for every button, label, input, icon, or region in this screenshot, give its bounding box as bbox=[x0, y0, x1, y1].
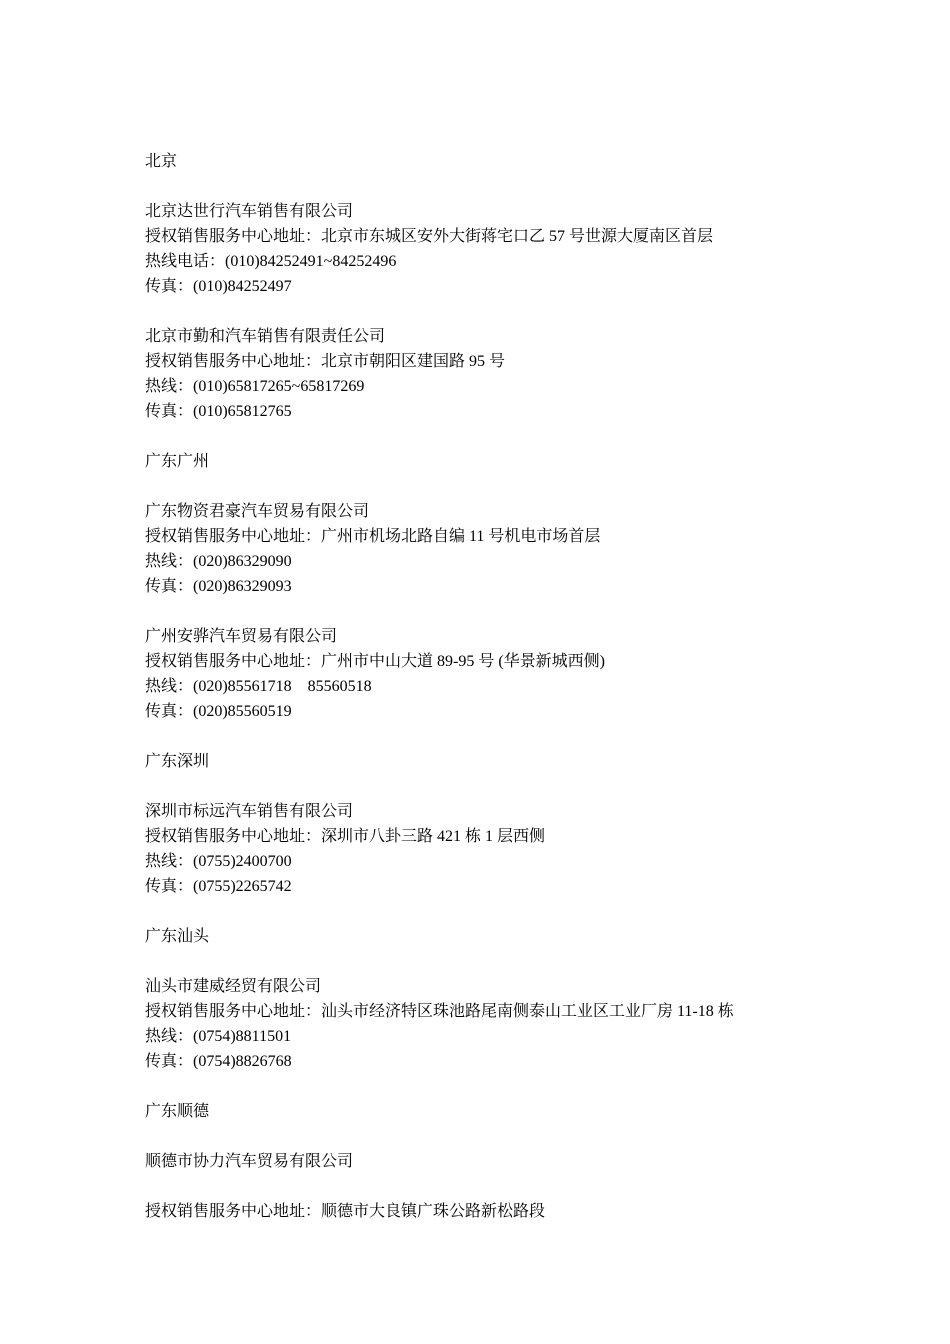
document-body bbox=[145, 149, 905, 1224]
fax: 传真：(0754)8826768 bbox=[145, 1053, 292, 1070]
service-center-address: 授权销售服务中心地址：深圳市八卦三路 421 栋 1 层西侧 bbox=[145, 828, 546, 845]
fax: 传真：(010)84252497 bbox=[145, 278, 292, 295]
blank-line bbox=[145, 724, 905, 749]
service-center-address: 授权销售服务中心地址：北京市东城区安外大街蒋宅口乙 57 号世源大厦南区首层 bbox=[145, 228, 714, 245]
region-heading: 广东深圳 bbox=[145, 753, 210, 770]
fax: 传真：(010)65812765 bbox=[145, 403, 292, 420]
region-heading: 广东广州 bbox=[145, 453, 210, 470]
blank-line bbox=[145, 774, 905, 799]
hotline: 热线：(0755)2400700 bbox=[145, 853, 292, 870]
company-name: 广东物资君豪汽车贸易有限公司 bbox=[145, 503, 370, 520]
region-heading: 广东汕头 bbox=[145, 928, 210, 945]
company-name: 深圳市标远汽车销售有限公司 bbox=[145, 803, 354, 820]
blank-line bbox=[145, 899, 905, 924]
service-center-address: 授权销售服务中心地址：广州市机场北路自编 11 号机电市场首层 bbox=[145, 528, 601, 545]
blank-line bbox=[145, 599, 905, 624]
company-name: 顺德市协力汽车贸易有限公司 bbox=[145, 1153, 354, 1170]
blank-line bbox=[145, 174, 905, 199]
hotline: 热线电话：(010)84252491~84252496 bbox=[145, 253, 397, 270]
company-name: 汕头市建威经贸有限公司 bbox=[145, 978, 322, 995]
blank-line bbox=[145, 1124, 905, 1149]
blank-line bbox=[145, 299, 905, 324]
fax: 传真：(020)85560519 bbox=[145, 703, 292, 720]
blank-line bbox=[145, 474, 905, 499]
blank-line bbox=[145, 424, 905, 449]
service-center-address: 授权销售服务中心地址：广州市中山大道 89-95 号 (华景新城西侧) bbox=[145, 653, 605, 670]
hotline: 热线：(020)86329090 bbox=[145, 553, 292, 570]
company-name: 北京市勤和汽车销售有限责任公司 bbox=[145, 328, 386, 345]
blank-line bbox=[145, 949, 905, 974]
service-center-address: 授权销售服务中心地址：北京市朝阳区建国路 95 号 bbox=[145, 353, 506, 370]
service-center-address: 授权销售服务中心地址：汕头市经济特区珠池路尾南侧泰山工业区工业厂房 11-18 栋 bbox=[145, 1003, 734, 1020]
region-heading: 广东顺德 bbox=[145, 1103, 210, 1120]
hotline: 热线：(010)65817265~65817269 bbox=[145, 378, 365, 395]
fax: 传真：(020)86329093 bbox=[145, 578, 292, 595]
company-name: 北京达世行汽车销售有限公司 bbox=[145, 203, 354, 220]
blank-line bbox=[145, 1074, 905, 1099]
blank-line bbox=[145, 1174, 905, 1199]
company-name: 广州安骅汽车贸易有限公司 bbox=[145, 628, 338, 645]
service-center-address: 授权销售服务中心地址：顺德市大良镇广珠公路新松路段 bbox=[145, 1203, 546, 1220]
hotline: 热线：(020)85561718 85560518 bbox=[145, 678, 372, 695]
fax: 传真：(0755)2265742 bbox=[145, 878, 292, 895]
hotline: 热线：(0754)8811501 bbox=[145, 1028, 292, 1045]
region-heading: 北京 bbox=[145, 153, 178, 170]
